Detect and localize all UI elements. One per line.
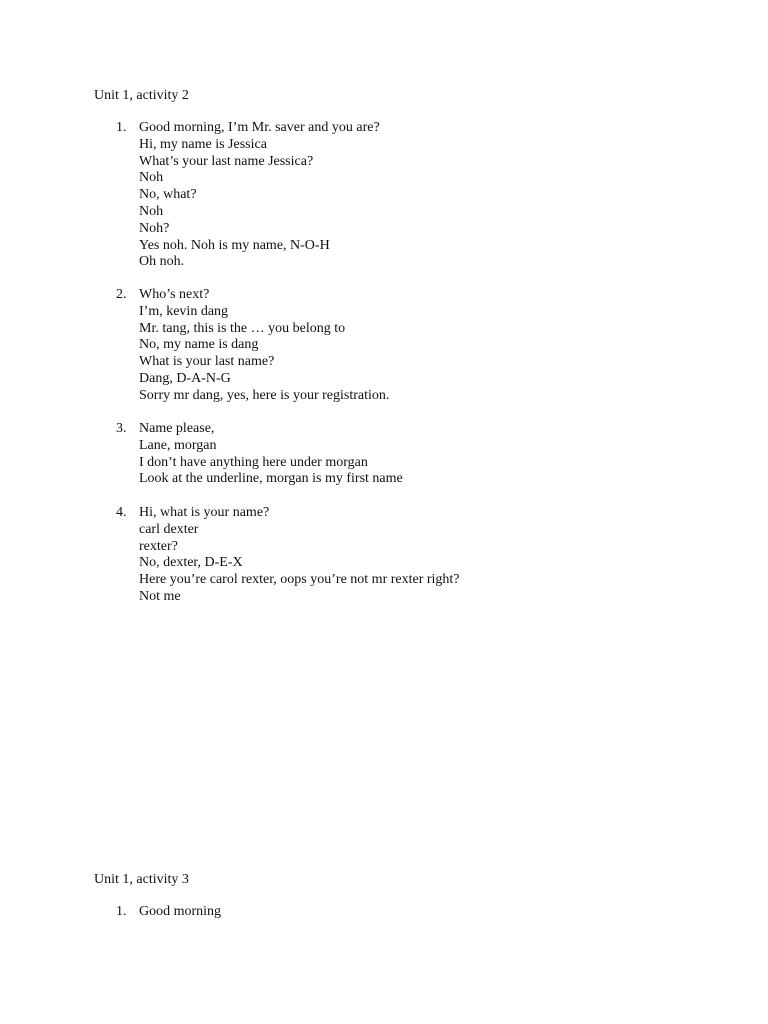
dialogue-line: Who’s next?	[139, 287, 210, 302]
dialogue-line: I don’t have anything here under morgan	[139, 454, 368, 470]
dialogue-lines	[139, 120, 739, 271]
dialogue-line: Mr. tang, this is the … you belong to	[139, 320, 346, 336]
item-number: 4.	[116, 505, 127, 520]
dialogue-line: Noh	[139, 170, 164, 186]
dialogue-line: carl dexter	[139, 521, 199, 537]
dialogue-line: Hi, my name is Jessica	[139, 136, 267, 152]
dialogue-line: I’m, kevin dang	[139, 303, 229, 319]
dialogue-line: Look at the underline, morgan is my first name	[139, 471, 403, 487]
item-number: 3.	[116, 421, 127, 436]
dialogue-lines	[139, 421, 739, 488]
dialogue-line: Good morning, I’m Mr. saver and you are?	[139, 120, 380, 135]
dialogue-line: No, my name is dang	[139, 337, 259, 353]
dialogue-line: What’s your last name Jessica?	[139, 153, 314, 169]
dialogue-line: Lane, morgan	[139, 437, 217, 453]
dialogue-line: Here you’re carol rexter, oops you’re not mr rexter right?	[139, 572, 460, 588]
dialogue-lines	[139, 287, 739, 405]
item-number: 1.	[116, 120, 127, 135]
dialogue-line: Good morning	[139, 904, 222, 919]
item-number: 1.	[116, 904, 127, 919]
dialogue-lines	[139, 505, 739, 606]
item-number: 2.	[116, 287, 127, 302]
dialogue-line: Not me	[139, 588, 181, 604]
dialogue-line: Noh?	[139, 220, 170, 236]
section-title-activity-3: Unit 1, activity 3	[94, 872, 189, 887]
dialogue-lines	[139, 904, 739, 921]
dialogue-line: Dang, D-A-N-G	[139, 370, 231, 386]
dialogue-line: No, what?	[139, 187, 197, 203]
dialogue-line: Hi, what is your name?	[139, 505, 270, 520]
section-title-activity-2: Unit 1, activity 2	[94, 88, 189, 103]
dialogue-line: Sorry mr dang, yes, here is your registration.	[139, 387, 390, 403]
dialogue-line: Oh noh.	[139, 254, 185, 270]
dialogue-line: Yes noh. Noh is my name, N-O-H	[139, 237, 330, 253]
dialogue-line: No, dexter, D-E-X	[139, 555, 243, 571]
dialogue-line: Name please,	[139, 421, 215, 436]
dialogue-line: What is your last name?	[139, 354, 275, 370]
dialogue-line: Noh	[139, 203, 164, 219]
dialogue-line: rexter?	[139, 538, 178, 554]
